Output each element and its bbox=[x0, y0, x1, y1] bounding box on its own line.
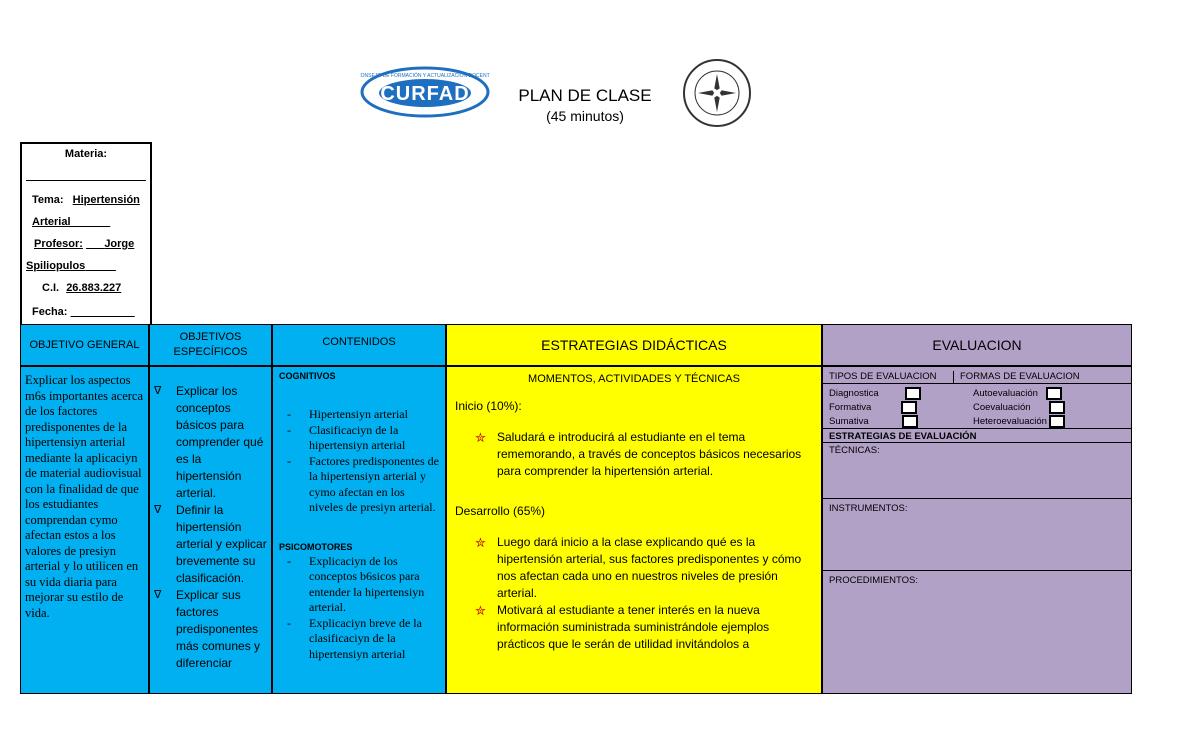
momentos-title: MOMENTOS, ACTIVIDADES Y TÉCNICAS bbox=[528, 373, 740, 385]
forma-heteroevaluacion: Heteroevaluación bbox=[973, 415, 1065, 429]
list-item: ∇ Explicar sus factores predisponentes más comunes y diferenciar bbox=[154, 588, 261, 670]
class-info-box bbox=[20, 142, 152, 326]
desarrollo-list bbox=[447, 534, 821, 653]
tipo-diagnostica: Diagnostica bbox=[829, 387, 921, 401]
tema-label: Tema: bbox=[32, 194, 64, 206]
evaluacion-column bbox=[823, 325, 1131, 693]
star-bullet-icon: ✮ bbox=[475, 535, 486, 550]
profesor-label: Profesor: bbox=[34, 238, 83, 250]
list-item: - Factores predisponentes de la hipertensiyn arterial y cymo afectan en los niveles de presiyn arterial. bbox=[287, 454, 441, 516]
procedimientos-label: PROCEDIMIENTOS: bbox=[829, 575, 919, 586]
list-item: - Hipertensiyn arterial bbox=[287, 407, 441, 423]
formas-title: FORMAS DE EVALUACION bbox=[960, 371, 1080, 382]
cognitivos-list bbox=[273, 407, 445, 516]
checkbox-heteroevaluacion[interactable] bbox=[1049, 415, 1065, 428]
triangle-bullet-icon: ∇ bbox=[154, 385, 162, 397]
desarrollo-label: Desarrollo (65%) bbox=[455, 504, 546, 518]
inicio-list bbox=[447, 429, 821, 480]
checkbox-diagnostica[interactable] bbox=[905, 387, 921, 400]
forma-autoevaluacion: Autoevaluación bbox=[973, 387, 1065, 401]
star-bullet-icon: ✮ bbox=[475, 430, 486, 445]
evaluacion-header: EVALUACION bbox=[823, 325, 1131, 367]
tecnicas-label: TÉCNICAS: bbox=[829, 445, 880, 456]
list-item: ✮ Motivará al estudiante a tener interés en la nueva información suministrada suministrándole ejemplos prácticos que le serán de utilidad invitándolos a bbox=[475, 603, 770, 651]
contenidos-column bbox=[273, 325, 447, 693]
profesor-value: Jorge bbox=[104, 238, 135, 250]
university-seal bbox=[682, 58, 752, 128]
fecha-label: Fecha: bbox=[32, 306, 68, 318]
curfad-logo bbox=[360, 66, 490, 118]
list-item: ∇ Explicar los conceptos básicos para comprender qué es la hipertensión arterial. bbox=[154, 384, 264, 500]
tipo-formativa: Formativa bbox=[829, 401, 921, 415]
list-item: - Clasificaciyn de la hipertensiyn arterial bbox=[287, 423, 441, 454]
tipos-title: TIPOS DE EVALUACION bbox=[823, 371, 954, 383]
triangle-bullet-icon: ∇ bbox=[154, 589, 162, 601]
list-item: ∇ Definir la hipertensión arterial y explicar brevemente su clasificación. bbox=[154, 503, 267, 585]
estrategias-column bbox=[447, 325, 823, 693]
curfad-ring-text: CONSEJO DE FORMACIÓN Y ACTUALIZACIÓN DOCENTE bbox=[360, 73, 490, 79]
materia-label: Materia: bbox=[64, 148, 108, 160]
star-bullet-icon: ✮ bbox=[475, 603, 486, 618]
materia-underline bbox=[26, 172, 146, 181]
checkbox-formativa[interactable] bbox=[901, 401, 917, 414]
ci-value: 26.883.227 bbox=[66, 282, 122, 294]
tema-value: Hipertensión bbox=[72, 194, 140, 206]
checkbox-coevaluacion[interactable] bbox=[1049, 401, 1065, 414]
checkbox-sumativa[interactable] bbox=[902, 415, 918, 428]
contenidos-header: CONTENIDOS bbox=[273, 325, 445, 367]
objetivos-especificos-column bbox=[150, 325, 273, 693]
instrumentos-field bbox=[823, 499, 1131, 571]
estrategias-header: ESTRATEGIAS DIDÁCTICAS bbox=[447, 325, 821, 367]
ci-label: C.I. bbox=[42, 282, 60, 294]
checkbox-autoevaluacion[interactable] bbox=[1046, 387, 1062, 400]
list-item: - Explicaciyn de los conceptos b6sicos para entender la hipertensiyn arterial. bbox=[287, 554, 441, 616]
curfad-logo-text: CURFAD bbox=[380, 83, 470, 105]
page-title: PLAN DE CLASE bbox=[518, 86, 652, 105]
objetivos-especificos-header: OBJETIVOS ESPECÍFICOS bbox=[150, 325, 271, 367]
list-item: ✮ Luego dará inicio a la clase explicando qué es la hipertensión arterial, sus factores predisponentes y cómo nos afectan cada uno en nuestros niveles de presión arterial. bbox=[475, 535, 802, 600]
cognitivos-title: COGNITIVOS bbox=[279, 371, 336, 381]
tecnicas-field bbox=[823, 445, 1131, 499]
estrategias-evaluacion-title: ESTRATEGIAS DE EVALUACIÓN bbox=[823, 431, 1131, 443]
forma-coevaluacion: Coevaluación bbox=[973, 401, 1065, 415]
tipos-formas-block bbox=[823, 371, 1131, 429]
psicomotores-title: PSICOMOTORES bbox=[279, 541, 353, 552]
objetivo-general-header: OBJETIVO GENERAL bbox=[21, 325, 148, 367]
tema-value-cont: Arterial bbox=[32, 216, 71, 228]
page-subtitle: (45 minutos) bbox=[546, 108, 624, 124]
list-item: ✮ Saludará e introducirá al estudiante en el tema rememorando, a través de conceptos básicos necesarios para comprender la hipertensión arterial. bbox=[475, 430, 802, 478]
list-item: - Explicaciyn breve de la clasificaciyn de la hipertensiyn arterial bbox=[287, 616, 441, 663]
objetivo-general-text: Explicar los aspectos m6s importantes acerca de los factores predisponentes de la hipertensiyn arterial mediante la aplicaciyn de material audiovisual con la finalidad de que los estudiantes comprendan cymo afectan estos a los valores de presiyn arterial y lo utilicen en su vida diaria para mejorar su estilo de vida. bbox=[25, 373, 144, 620]
plan-table bbox=[20, 324, 1132, 694]
objetivo-general-column bbox=[21, 325, 150, 693]
objetivos-list bbox=[150, 367, 271, 672]
profesor-value-cont: Spiliopulos bbox=[26, 260, 86, 272]
instrumentos-label: INSTRUMENTOS: bbox=[829, 503, 908, 514]
tipo-sumativa: Sumativa bbox=[829, 415, 921, 429]
triangle-bullet-icon: ∇ bbox=[154, 504, 162, 516]
procedimientos-field bbox=[823, 571, 1131, 691]
psicomotores-list bbox=[273, 554, 445, 663]
inicio-label: Inicio (10%): bbox=[455, 399, 522, 413]
